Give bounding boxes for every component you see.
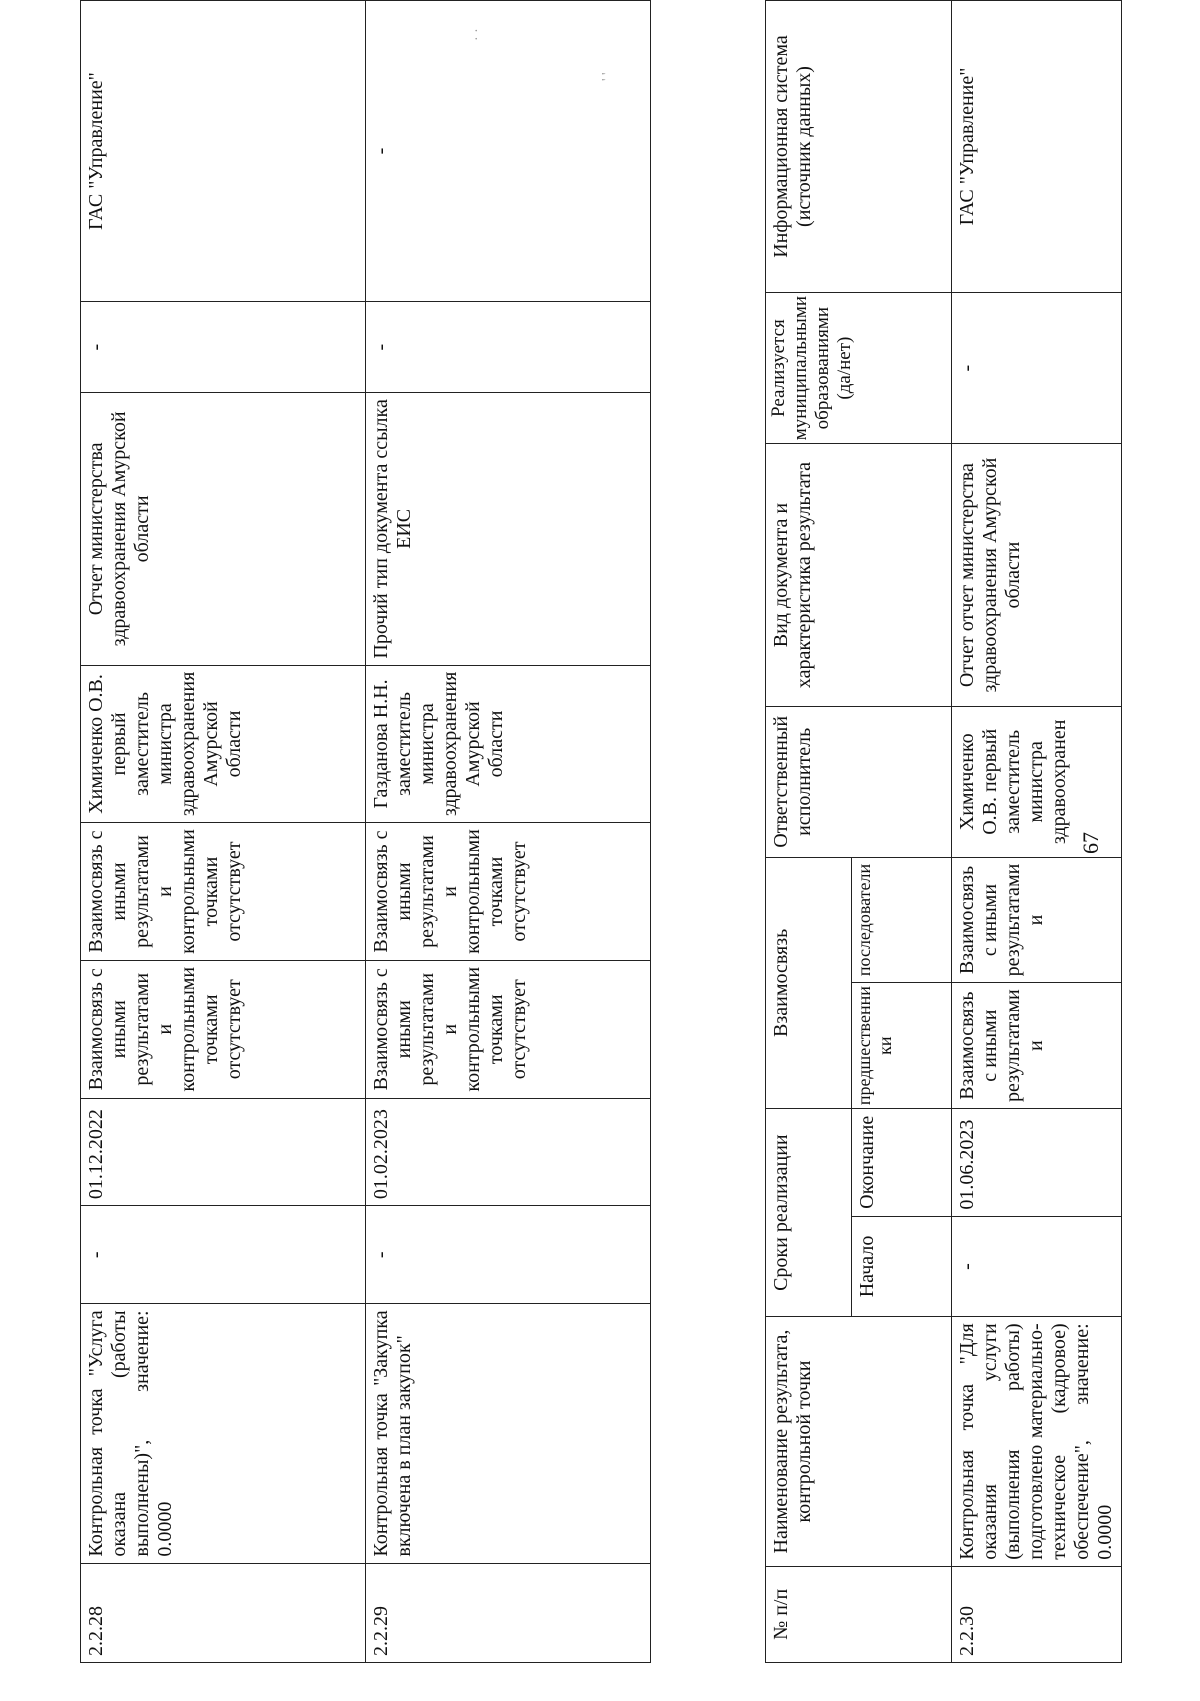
header-pred: предшественники — [852, 983, 952, 1109]
predecessors: Взаимосвязь с иными результатами и контрольными точками отсутствует — [81, 960, 366, 1098]
document-type: Отчет отчет министерства здравоохранения Амурской области — [952, 444, 1122, 707]
lower-table — [765, 0, 1122, 1663]
header-municipal: Реализуется муниципальными образованиями (да/нет) — [766, 292, 952, 443]
header-info: Информационная система (источник данных) — [766, 1, 952, 293]
header-start: Начало — [852, 1216, 952, 1317]
successors: Взаимосвязь с иными результатами и — [952, 857, 1122, 983]
row-number: 2.2.29 — [366, 1563, 651, 1662]
header-row — [766, 1, 852, 1663]
result-name: Контрольная точка "Закупка включена в план закупок" — [366, 1304, 651, 1563]
document-type: Прочий тип документа ссылка ЕИС — [366, 393, 651, 666]
info-system: - — [366, 1, 651, 302]
start-date: - — [81, 1206, 366, 1304]
scan-specks: · · — [470, 28, 485, 41]
row-number: 2.2.28 — [81, 1563, 366, 1662]
municipal: - — [81, 302, 366, 393]
header-end: Окончание — [852, 1108, 952, 1216]
start-date: - — [366, 1206, 651, 1304]
end-date: 01.12.2022 — [81, 1098, 366, 1206]
predecessors: Взаимосвязь с иными результатами и контрольными точками отсутствует — [366, 960, 651, 1098]
successors: Взаимосвязь с иными результатами и контрольными точками отсутствует — [81, 823, 366, 961]
municipal: - — [366, 302, 651, 393]
result-name: Контрольная точка "Для оказания услуги (выполнения работы) подготовлено материально-техническое (кадровое) обеспечение", значение: 0.0000 — [952, 1317, 1122, 1566]
executor: Газданова Н.Н. заместитель министра здравоохранения Амурской области — [366, 665, 651, 822]
end-date: 01.02.2023 — [366, 1098, 651, 1206]
info-system: ГАС "Управление" — [952, 1, 1122, 293]
table-row — [366, 1, 651, 1663]
end-date: 01.06.2023 — [952, 1108, 1122, 1216]
header-terms: Сроки реализации — [766, 1108, 852, 1316]
info-system: ГАС "Управление" — [81, 1, 366, 302]
executor: Химиченко О.В. первый заместитель министра здравоохранен — [952, 706, 1122, 857]
start-date: - — [952, 1216, 1122, 1317]
result-name: Контрольная точка "Услуга оказана (работы выполнены)", значение: 0.0000 — [81, 1304, 366, 1563]
header-number: № п/п — [766, 1566, 952, 1662]
scan-specks: ' ' — [600, 72, 615, 81]
header-executor: Ответственный исполнитель — [766, 706, 952, 857]
page-number: 67 — [1078, 832, 1103, 854]
header-name: Наименование результата, контрольной точки — [766, 1317, 952, 1566]
header-succ: последователи — [852, 857, 952, 983]
upper-table — [80, 0, 651, 1663]
successors: Взаимосвязь с иными результатами и контрольными точками отсутствует — [366, 823, 651, 961]
predecessors: Взаимосвязь с иными результатами и — [952, 983, 1122, 1109]
row-number: 2.2.30 — [952, 1566, 1122, 1662]
table-row — [81, 1, 366, 1663]
executor: Химиченко О.В. первый заместитель министра здравоохранения Амурской области — [81, 665, 366, 822]
municipal: - — [952, 292, 1122, 443]
document-type: Отчет министерства здравоохранения Амурской области — [81, 393, 366, 666]
table-row — [952, 1, 1122, 1663]
header-document: Вид документа и характеристика результата — [766, 444, 952, 707]
header-link: Взаимосвязь — [766, 857, 852, 1108]
